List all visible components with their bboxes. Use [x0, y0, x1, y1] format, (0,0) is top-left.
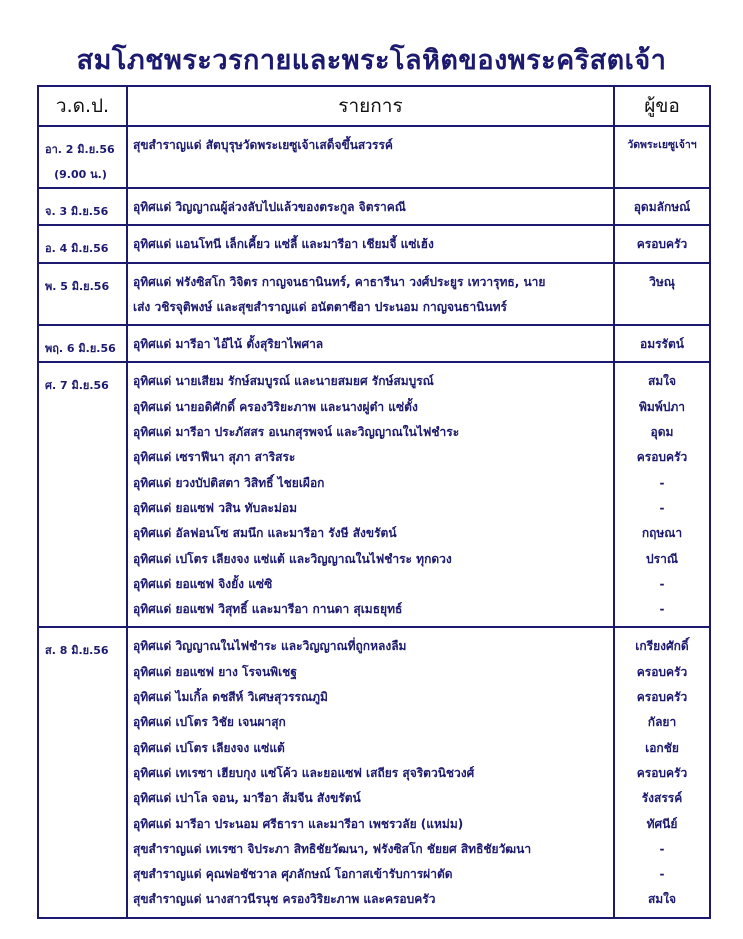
intention-line: อุทิศแด่ ยอแซฟ วสิน ทับละม่อม: [133, 500, 298, 515]
date-text: พ. 5 มิ.ย.56: [45, 279, 110, 293]
items-cell: [127, 362, 614, 627]
requester-name: อมรรัตน์: [639, 337, 684, 352]
requester-name: อุดม: [650, 425, 674, 440]
requester-name: สมใจ: [647, 374, 677, 389]
requester-cell: [614, 362, 710, 627]
table-header-row: [38, 86, 710, 126]
date-cell: [38, 325, 127, 362]
items-cell: [127, 188, 614, 225]
requester-name: กฤษณา: [641, 526, 683, 541]
table-row: [38, 225, 710, 262]
requester-name: สมใจ: [647, 892, 677, 907]
date-cell: [38, 362, 127, 627]
intention-line: อุทิศแด่ แอนโทนี เล็กเคี้ยว แซ่ลี้ และมารีอา เชียมจี้ แซ่เฮ้ง: [133, 237, 434, 252]
items-cell: [127, 225, 614, 262]
requester-cell: [614, 325, 710, 362]
table-row: [38, 325, 710, 362]
intention-line: อุทิศแด่ มารีอา ไอ๊ไน้ ตั้งสุริยาไพศาล: [133, 337, 324, 352]
date-cell: [38, 188, 127, 225]
requester-name: -: [659, 475, 665, 490]
intention-line: อุทิศแด่ เปโตร เลียงจง แซ่แต้: [133, 740, 285, 755]
intention-line: อุทิศแด่ นายเสียม รักษ์สมบูรณ์ และนายสมยศ รักษ์สมบูรณ์: [133, 374, 434, 389]
items-cell: [127, 126, 614, 188]
requester-name: ครอบครัว: [636, 690, 688, 705]
intention-line: อุทิศแด่ เทเรซา เฮียบกุง แซ่โค้ว และยอแซฟ เสถียร สุจริตวนิชวงศ์: [133, 765, 475, 780]
intention-line: อุทิศแด่ วิญญาณผู้ล่วงลับไปแล้วของตระกูล จิตราคณี: [133, 200, 406, 214]
date-cell: [38, 126, 127, 188]
requester-name: กัลยา: [647, 715, 677, 730]
requester-name: -: [659, 841, 665, 856]
intention-line: อุทิศแด่ ยอแซฟ จิงยั้ง แซ่ซิ: [133, 576, 273, 591]
requester-name: ครอบครัว: [636, 765, 688, 780]
requester-name: ครอบครัว: [636, 664, 688, 679]
requester-cell: [614, 225, 710, 262]
table-row: [38, 263, 710, 326]
intention-line: อุทิศแด่ ไมเกิ้ล ดชสีห์ วิเศษสุวรรณภูมิ: [133, 690, 328, 705]
intention-line: อุทิศแด่ อัลฟอนโซ สมนึก และมารีอา รังษี สังขรัตน์: [133, 526, 397, 541]
intention-line: อุทิศแด่ มารีอา ประภัสสร อเนกสุรพจน์ และวิญญาณในไฟชำระ: [133, 425, 460, 440]
date-cell: [38, 627, 127, 917]
items-cell: [127, 627, 614, 917]
requester-name: ปราณี: [646, 551, 678, 566]
intention-line: อุทิศแด่ เปโตร วิชัย เจนผาสุก: [133, 715, 286, 730]
date-text: จ. 3 มิ.ย.56: [45, 205, 109, 218]
requester-name: รังสรรค์: [641, 791, 683, 806]
intention-line: สุขสำราญแด่ สัตบุรุษวัดพระเยซูเจ้าเสด็จขึ้นสวรรค์: [133, 138, 393, 152]
requester-name: -: [659, 500, 665, 515]
date-text: อา. 2 มิ.ย.56: [45, 143, 115, 156]
intention-line: อุทิศแด่ ยอแซฟ ยาง โรจนพิเชฐ: [133, 664, 297, 679]
date-cell: [38, 225, 127, 262]
requester-cell: [614, 188, 710, 225]
table-row: [38, 362, 710, 627]
date-text: พฤ. 6 มิ.ย.56: [45, 342, 116, 356]
table-row: [38, 126, 710, 188]
intention-line: อุทิศแด่ มารีอา ประนอม ศรีธารา และมารีอา เพชรวลัย (แหม่ม): [133, 816, 464, 831]
requester-column-header: ผู้ขอ: [614, 86, 710, 126]
requester-name: -: [659, 576, 665, 591]
intention-line: สุขสำราญแด่ คุณพ่อชัชวาล ศุภลักษณ์ โอกาสเข้ารับการผ่าตัด: [133, 867, 453, 882]
mass-intention-table: [37, 85, 711, 919]
intention-line: เส่ง วชิรจุติพงษ์ และสุขสำราญแด่ อนัตตาซีอา ประนอม กาญจนธานินทร์: [133, 299, 508, 314]
intention-line: อุทิศแด่ ยอแซฟ วิสุทธิ์ และมารีอา กานดา สุเมธยุทธ์: [133, 602, 403, 617]
requester-name: พิมพ์ปภา: [639, 399, 685, 414]
requester-name: ทัศนีย์: [646, 816, 678, 831]
intention-line: สุขสำราญแด่ เทเรซา จิประภา สิทธิชัยวัฒนา, ฟรังซิสโก ชัยยศ สิทธิชัยวัฒนา: [133, 841, 532, 856]
requester-name: -: [659, 867, 665, 882]
date-text: ศ. 7 มิ.ย.56: [45, 379, 109, 393]
date-text: อ. 4 มิ.ย.56: [45, 242, 109, 256]
requester-name: ครอบครัว: [636, 237, 688, 252]
table-row: [38, 627, 710, 917]
time-text: (9.00 น.): [54, 168, 107, 181]
requester-cell: [614, 126, 710, 188]
requester-name: ครอบครัว: [636, 450, 688, 465]
date-cell: [38, 263, 127, 326]
intention-line: อุทิศแด่ ยวงบัปติสตา วิสิทธิ์ ไชยเผือก: [133, 475, 325, 490]
intention-line: อุทิศแด่ ฟรังซิสโก วิจิตร กาญจนธานินทร์, คาธารีนา วงศ์ประยูร เทวารุทธ, นาย: [133, 274, 546, 289]
requester-name: -: [659, 602, 665, 617]
intention-line: อุทิศแด่ เปาโล จอน, มารีอา ส้มจีน สังขรัตน์: [133, 791, 361, 806]
date-column-header: ว.ด.ป.: [38, 86, 127, 126]
requester-cell: [614, 263, 710, 326]
table-row: [38, 188, 710, 225]
requester-cell: [614, 627, 710, 917]
requester-name: เอกชัย: [645, 740, 679, 755]
items-column-header: รายการ: [127, 86, 614, 126]
intention-line: อุทิศแด่ เซราฟีนา สุภา สาริสระ: [133, 450, 296, 465]
page-title: สมโภชพระวรกายและพระโลหิตของพระคริสตเจ้า: [76, 45, 667, 76]
requester-name: เกรียงศักดิ์: [635, 639, 689, 654]
items-cell: [127, 325, 614, 362]
requester-name: [617, 295, 707, 320]
intention-line: อุทิศแด่ วิญญาณในไฟชำระ และวิญญาณที่ถูกหลงลืม: [133, 639, 407, 654]
requester-name: วัดพระเยซูเจ้าฯ: [627, 139, 697, 151]
requester-name: อุดมลักษณ์: [633, 200, 691, 214]
date-text: ส. 8 มิ.ย.56: [45, 644, 109, 658]
requester-name: วิษณุ: [649, 274, 675, 289]
intention-line: อุทิศแด่ เปโตร เลียงจง แซ่แต้ และวิญญาณในไฟชำระ ทุกดวง: [133, 551, 452, 566]
intention-line: อุทิศแด่ นายอดิศักดิ์ ครองวิริยะภาพ และนางผู่ต๋า แซ่ตั้ง: [133, 399, 418, 414]
items-cell: [127, 263, 614, 326]
intention-line: สุขสำราญแด่ นางสาวนีรนุช ครองวิริยะภาพ และครอบครัว: [133, 892, 436, 907]
